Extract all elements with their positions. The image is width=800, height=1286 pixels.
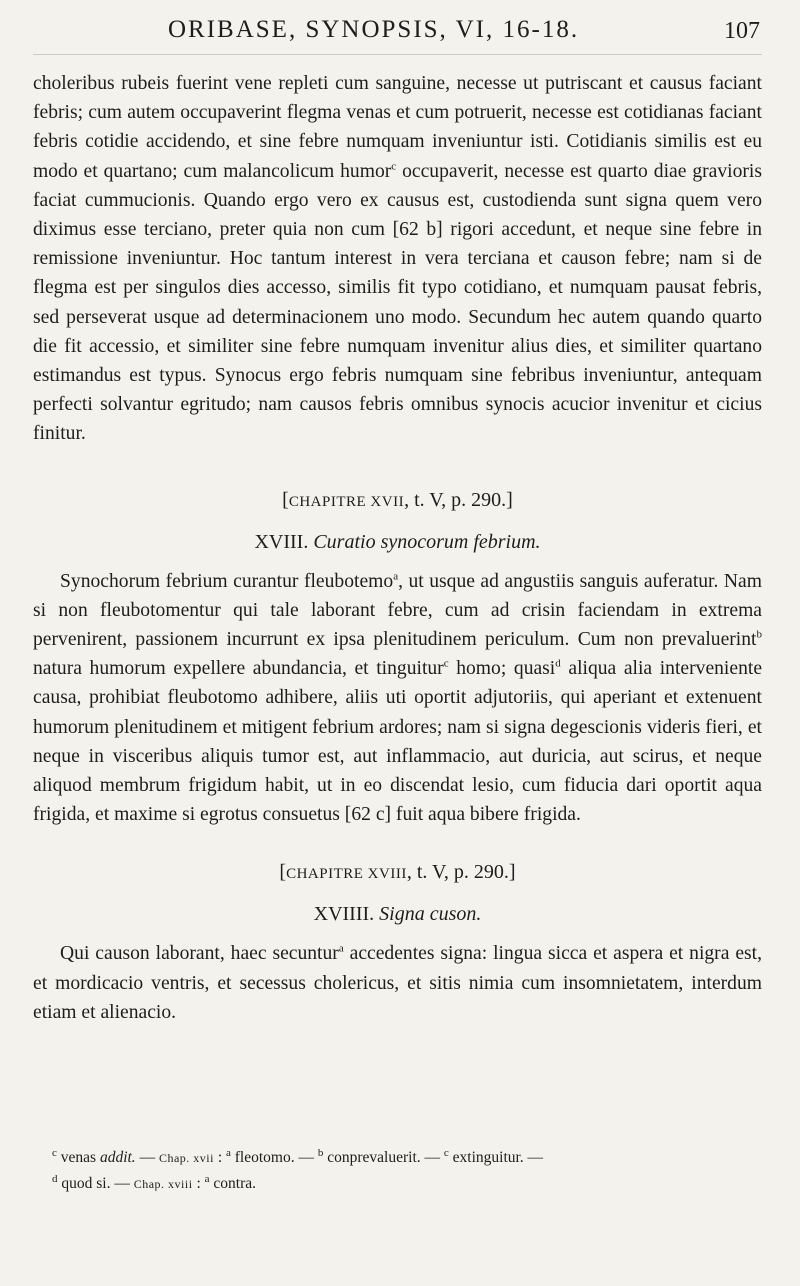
footnote-marker: b	[756, 628, 762, 641]
footnote-line	[52, 1145, 762, 1171]
footnote-text: quod si. —	[57, 1175, 134, 1192]
footnote-marker: d	[555, 657, 561, 670]
section-title: Signa cuson.	[379, 903, 482, 926]
section-number: XVIII.	[254, 530, 309, 553]
footnote-marker: c	[52, 1146, 57, 1159]
footnote-text: contra.	[209, 1175, 256, 1192]
footnote-marker: a	[226, 1146, 231, 1159]
page-number: 107	[724, 18, 760, 44]
footnote-line	[52, 1171, 762, 1197]
paragraph-text: choleribus rubeis fuerint vene repleti cum sanguine, necesse ut putriscant et causus faciant febris; cum autem occupaverint flegma venas et cum potruerit, necesse est cotidianas faciant febris cotidie accidendo, et sine febre numquam inveniuntur isti. Cotidianis similis est eu modo et quartano; cum malancolicum humor	[33, 73, 762, 182]
footnote-marker: b	[317, 1146, 324, 1159]
chapter-reference	[33, 859, 762, 887]
paragraph-text: accedentes signa: lingua sicca et aspera et nigra est, et mordicacio ventris, et secessus cholericus, et sitis nimia cum insomnietatem, interdum etiam et alienacio.	[33, 943, 762, 1023]
footnote-text: addit.	[99, 1149, 136, 1166]
footnote-chapter: Chap. xvii	[158, 1151, 214, 1165]
paragraph-text: Synochorum febrium curantur fleubotemo	[60, 570, 394, 592]
paragraph-text: aliqua alia interveniente causa, prohibiat fleubotomo adhibere, aliis uti oportit adjutoriis, qui aperiant et extenuent humorum plenitudinem et mitigent febrium ardores; nam si signa degescionis videris fieri, et neque in visceribus aliquis tumor est, aut inflammacio, aut duricia, aut scirus, et neque aliquod membrum frigidum habit, ut in eo discendat lesio, cum fiducia dari oportit aqua frigida, et maxime si egrotus consuetus [62 c] fuit aqua bibere frigida.	[33, 658, 763, 826]
footnote-marker: a	[204, 1172, 210, 1185]
running-title: ORIBASE, SYNOPSIS, VI, 16-18.	[168, 16, 580, 43]
body-text	[33, 69, 762, 1027]
bracket: [	[279, 861, 287, 884]
footnote-text: —	[135, 1149, 159, 1166]
footnote-text: conprevaluerit. —	[323, 1149, 444, 1166]
section-heading	[33, 529, 762, 555]
section-title: Curatio synocorum febrium.	[313, 530, 541, 553]
footnote-marker: c	[443, 657, 449, 670]
chapter-ref-text: , t. V, p. 290.]	[406, 861, 516, 884]
section-heading	[33, 901, 762, 927]
paragraph-text: homo; quasi	[448, 658, 556, 680]
chapter-label: CHAPITRE XVII	[288, 493, 405, 510]
footnote-text: fleotomo. —	[230, 1149, 318, 1166]
footnote-marker: d	[52, 1172, 58, 1185]
footnote-marker: a	[338, 942, 344, 955]
paragraph-continuation	[33, 69, 762, 449]
paragraph-text: natura humorum expellere abundancia, et tinguitur	[33, 658, 444, 680]
paragraph	[33, 567, 762, 830]
bracket: [	[282, 488, 289, 511]
running-head	[33, 14, 762, 55]
chapter-ref-text: , t. V, p. 290.]	[404, 488, 513, 511]
paragraph-text: Qui causon laborant, haec secuntur	[60, 943, 339, 965]
footnote-marker: a	[393, 570, 399, 583]
footnote-marker: c	[443, 1146, 449, 1159]
chapter-reference	[33, 487, 762, 515]
footnote-text: extinguitur. —	[448, 1149, 544, 1166]
footnote-chapter: Chap. xviii	[133, 1177, 193, 1191]
paragraph-text: , ut usque ad angustiis sanguis auferatur. Nam si non fleubotomentur qui tale laborant febre, cum ad crisin faciendam in extrema pervenirent, passionem incurrunt ex ipsa plenitudinem periculum. Cum non prevaluerint	[33, 570, 762, 651]
footnote-text: venas	[56, 1149, 100, 1166]
section-number: XVIIII.	[313, 903, 375, 926]
chapter-label: CHAPITRE XVIII	[286, 866, 407, 883]
footnote-marker: c	[391, 160, 397, 173]
footnotes	[52, 1145, 762, 1197]
paragraph-text: occupaverit, necesse est quarto diae gravioris faciat cummucionis. Quando ergo vero ex causus est, custodienda sunt signa quem vero diximus esse terciano, preter quia non cum [62 b] rigori accedunt, et neque sine febre in remissione inveniuntur. Hoc tantum interest in vera terciana et causon febre; nam si de flegma est per singulos dies accesso, similis fit typo cotidiano, et numquam pausat febris, sed perseverat usque ad determinacionem uno modo. Secundum hec autem quando quarto die fit accessio, et similiter sine febre numquam invenitur alius dies, et similiter quartano estimandus est typus. Synocus ergo febris numquam sine febribus inveniuntur, antequam perfecti solvantur egritudo; nam causos febris omnibus synocis acucior invenitur et cicius finitur.	[33, 160, 762, 445]
footnote-text: :	[213, 1149, 226, 1166]
paragraph	[33, 939, 762, 1027]
footnote-text: :	[192, 1175, 205, 1192]
